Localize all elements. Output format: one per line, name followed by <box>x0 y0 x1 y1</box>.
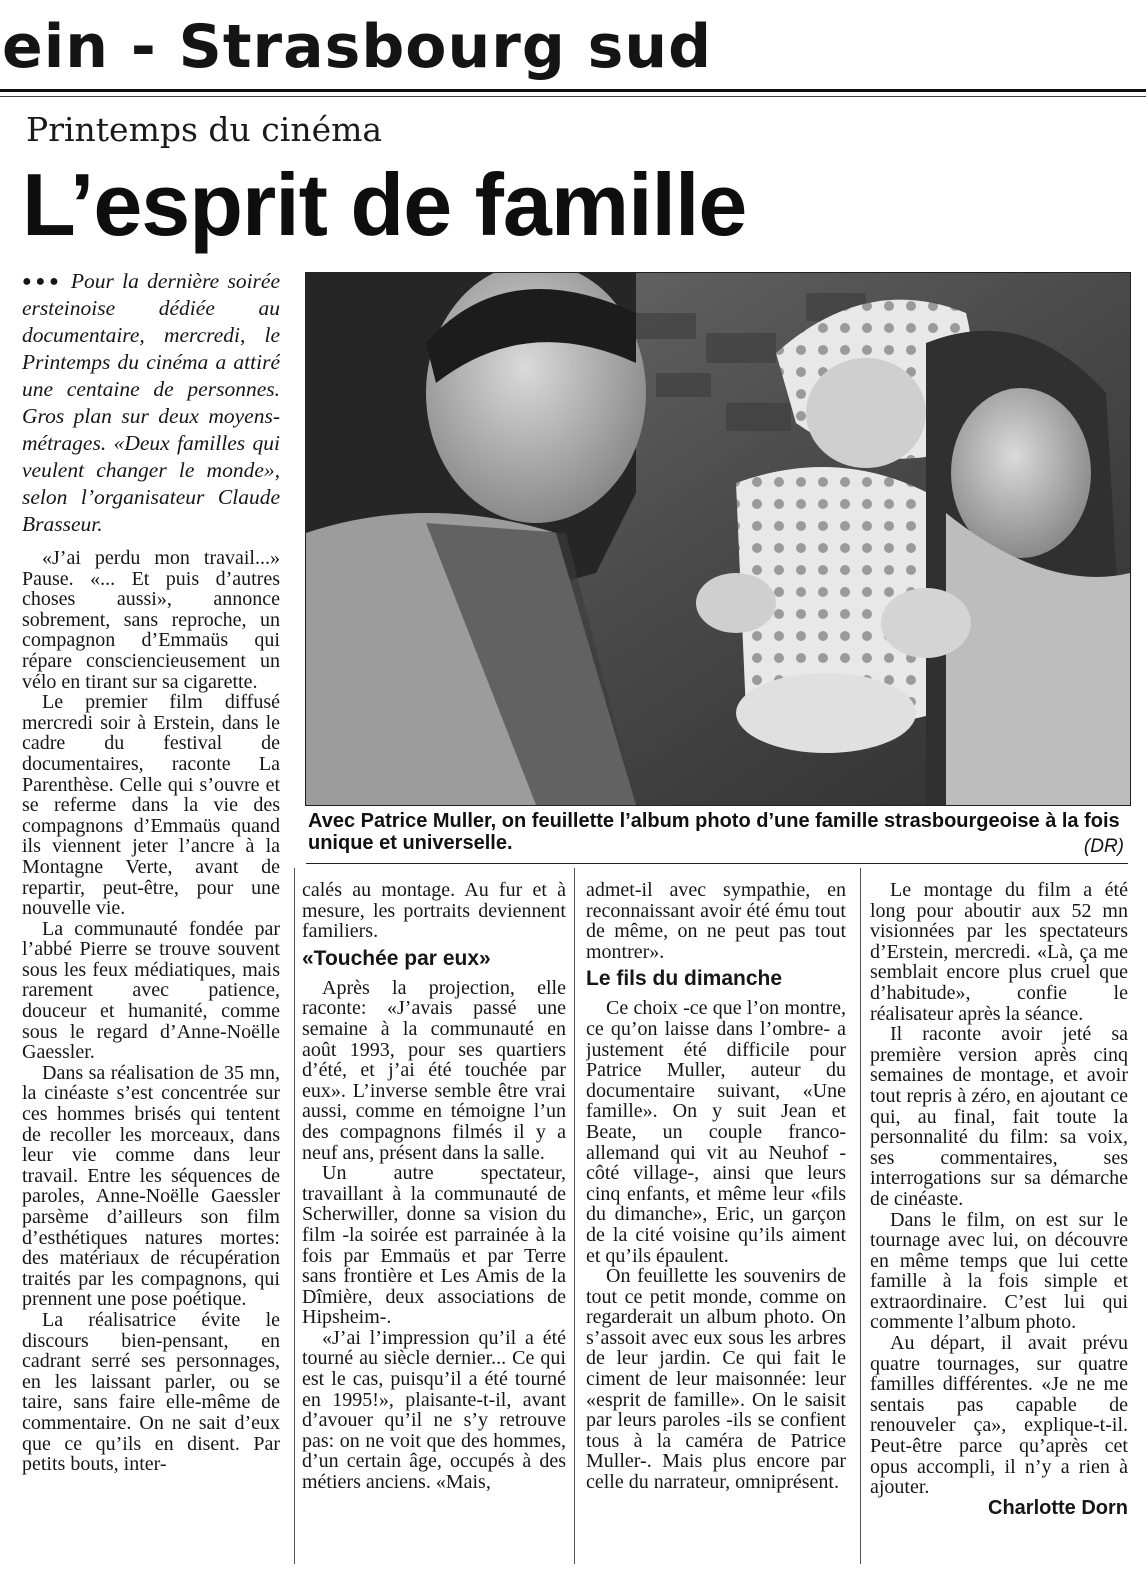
column-2 <box>302 880 566 1568</box>
paragraph: admet-il avec sympathie, en reconnaissant avoir été ému tout de même, on ne peut pas tout montrer». <box>586 880 846 963</box>
article-photo <box>305 272 1131 806</box>
subheading: «Touchée par eux» <box>302 946 491 970</box>
paragraph: Le montage du film a été long pour aboutir aux 52 mn visionnées par les spectateurs d’Erstein, mercredi. «Là, ça me semblait encore plus cruel que d’habitude», confie le réalisateur après la séance. <box>870 880 1128 1025</box>
author-signature: Charlotte Dorn <box>988 1496 1128 1519</box>
column-divider <box>574 868 575 1564</box>
paragraph: Dans sa réalisation de 35 mn, la cinéaste s’est concentrée sur ces hommes brisés qui tentent de recoller les morceaux, dans leur vie comme dans leur travail. Entre les séquences de paroles, Anne-Noëlle Gaessler parsème d’ailleurs son film d’esthétiques natures mortes: des matériaux de récupération traités par les compagnons, qui prennent une pose poétique. <box>22 1061 280 1311</box>
byline <box>870 1498 1128 1519</box>
photo-credit: (DR) <box>1083 836 1124 857</box>
column-divider <box>294 868 295 1564</box>
intro-text: Pour la dernière soirée ersteinoise dédiée au documentaire, mercredi, le Printemps du cinéma a attiré une centaine de personnes. Gros plan sur deux moyens-métrages. «Deux familles qui veulent changer le monde», selon l’organisateur Claude Brasseur. <box>22 269 280 536</box>
bullet-dots: ●●● <box>22 273 63 290</box>
column-1 <box>22 268 280 1568</box>
paragraph: «J’ai l’impression qu’il a été tourné au siècle dernier... Ce qui est le cas, puisqu’il a été tourné en 1995!», plaisante-t-il, avant d’avouer qu’il ne s’y retrouve pas: on ne voit que des hommes, d’un certain âge, occupés à des métiers anciens. «Mais, <box>302 1326 566 1494</box>
article-kicker: Printemps du cinéma <box>26 110 383 149</box>
paragraph: Ce choix -ce que l’on montre, ce qu’on laisse dans l’ombre- a justement été difficile pour Patrice Muller, auteur du documentaire suivant, «Une famille». On y suit Jean et Beate, un couple franco-allemand qui vit au Neuhof -côté village-, ainsi que leurs cinq enfants, et même leur «fils du dimanche», Eric, un garçon de la cité voisine qu’ils aiment et qu’ils épaulent. <box>586 997 846 1267</box>
section-banner: ein - Strasbourg sud <box>2 12 713 82</box>
banner-rule-thin <box>0 96 1146 97</box>
column-3 <box>586 880 846 1568</box>
paragraph: calés au montage. Au fur et à mesure, les portraits deviennent familiers. <box>302 880 566 943</box>
paragraph: On feuillette les souvenirs de tout ce petit monde, comme on regarderait un album photo. On s’assoit avec eux sous les arbres de leur jardin. Ce qui fait le ciment de leur maisonnée: leur «esprit de famille». On le saisit par leurs paroles -ils se confient tous à la caméra de Patrice Muller-. Mais plus encore par celle du narrateur, omniprésent. <box>586 1265 846 1494</box>
banner-rule <box>0 89 1146 92</box>
paragraph: Au départ, il avait prévu quatre tournages, sur quatre familles différentes. «Je ne me sentais pas capable de renouveler ça», explique-t-il. Peut-être parce qu’après cet opus accompli, il n’y a rien à ajouter. <box>870 1332 1128 1499</box>
article-intro <box>22 268 280 538</box>
paragraph: La réalisatrice évite le discours bien-pensant, en cadrant serré ses personnages, en les laissant parler, ou se taire, sans faire elle-même de commentaire. On ne sait d’eux que ce qu’ils en disent. Par petits bouts, inter- <box>22 1308 280 1476</box>
paragraph: Un autre spectateur, travaillant à la communauté de Scherwiller, donne sa vision du film -la soirée est parrainée à la fois par Emmaüs et par Terre sans frontière et Les Amis de la Dîmière, deux associations de Hipsheim-. <box>302 1162 566 1329</box>
paragraph: Après la projection, elle raconte: «J’avais passé une semaine à la communauté en août 1993, pour ses quartiers d’été, et j’ai été touchée par eux». L’inverse semble être vrai aussi, comme en témoigne l’un des compagnons filmés il y a neuf ans, présent dans la salle. <box>302 976 566 1164</box>
paragraph: Dans le film, on est sur le tournage avec lui, on découvre en même temps que lui cette famille à la fois simple et extraordinaire. C’est lui qui commente l’album photo. <box>870 1208 1128 1334</box>
column-divider <box>860 868 861 1564</box>
paragraph: «J’ai perdu mon travail...» Pause. «... Et puis d’autres choses aussi», annonce sobrement, sans reproche, un compagnon d’Emmaüs qui répare consciencieusement un vélo en tirant sur sa cigarette. <box>22 547 280 693</box>
caption-rule <box>306 863 1128 864</box>
paragraph: Il raconte avoir jeté sa première version après cinq semaines de montage, et avoir tout repris à zéro, en ajoutant ce qui, au final, fait toute la personnalité du film: sa voix, ses commentaires, ses interrogations sur sa démarche de cinéaste. <box>870 1023 1128 1210</box>
column-4 <box>870 880 1128 1568</box>
photo-caption: Avec Patrice Muller, on feuillette l’album photo d’une famille strasbourgeoise à la fois unique et universelle. <box>308 810 1120 854</box>
paragraph: Le premier film diffusé mercredi soir à Erstein, dans le cadre du festival de documentaires, raconte La Parenthèse. Celle qui s’ouvre et se referme dans la vie des compagnons d’Emmaüs quand ils viennent jeter l’ancre à la Montagne Verte, avant de repartir, peut-être, pour une nouvelle vie. <box>22 691 280 920</box>
subheading: Le fils du dimanche <box>586 967 783 991</box>
paragraph: La communauté fondée par l’abbé Pierre se trouve souvent sous les feux médiatiques, mais rarement avec patience, douceur et humanité, comme sous le regard d’Anne-Noëlle Gaessler. <box>22 917 280 1064</box>
article-headline: L’esprit de famille <box>22 155 747 254</box>
